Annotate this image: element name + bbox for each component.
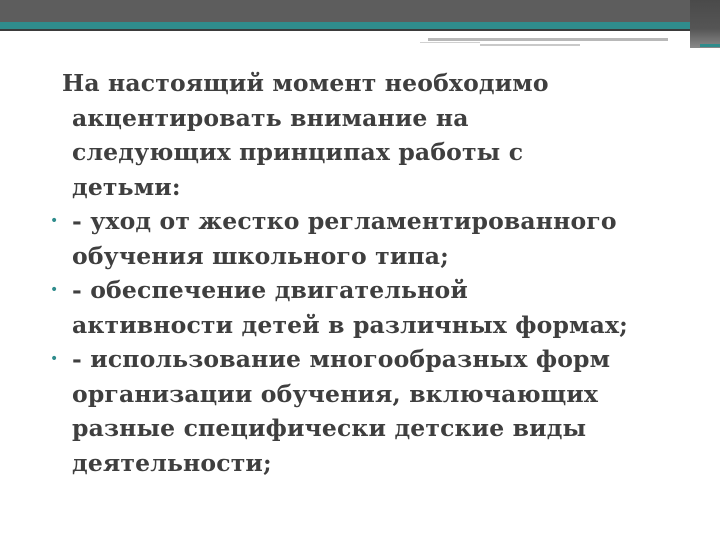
list-item-line: - уход от жестко регламентированного [72, 207, 617, 235]
intro-line: детьми: [72, 172, 181, 201]
teal-accent-bar [0, 22, 720, 29]
decorative-line [480, 44, 580, 46]
list-item-line: - использование многообразных форм [72, 345, 611, 373]
list-item-line: разные специфически детские виды [72, 414, 587, 442]
principles-list [50, 204, 696, 480]
list-item [50, 342, 696, 480]
bullet-icon: • [50, 351, 59, 367]
list-item-line: активности детей в различных формах; [72, 310, 628, 339]
dark-divider-strip [0, 29, 720, 31]
decorative-line [420, 42, 480, 43]
decorative-line [428, 38, 668, 41]
slide-body [50, 66, 696, 480]
intro-line: следующих принципах работы с [72, 138, 524, 166]
intro-paragraph [56, 66, 696, 204]
intro-line: акцентировать внимание на [72, 103, 469, 132]
list-item [50, 204, 696, 273]
list-item-line: организации обучения, включающих [72, 379, 599, 408]
top-gray-band [0, 0, 720, 22]
corner-teal-accent [700, 44, 720, 47]
list-item-line: деятельности; [72, 448, 272, 477]
list-item-line: - обеспечение двигательной [72, 276, 468, 304]
corner-decoration [690, 0, 720, 48]
bullet-icon: • [50, 213, 59, 229]
list-item [50, 273, 696, 342]
list-item-line: обучения школьного типа; [72, 241, 449, 270]
intro-line: На настоящий момент необходимо [62, 69, 549, 97]
bullet-icon: • [50, 282, 59, 298]
